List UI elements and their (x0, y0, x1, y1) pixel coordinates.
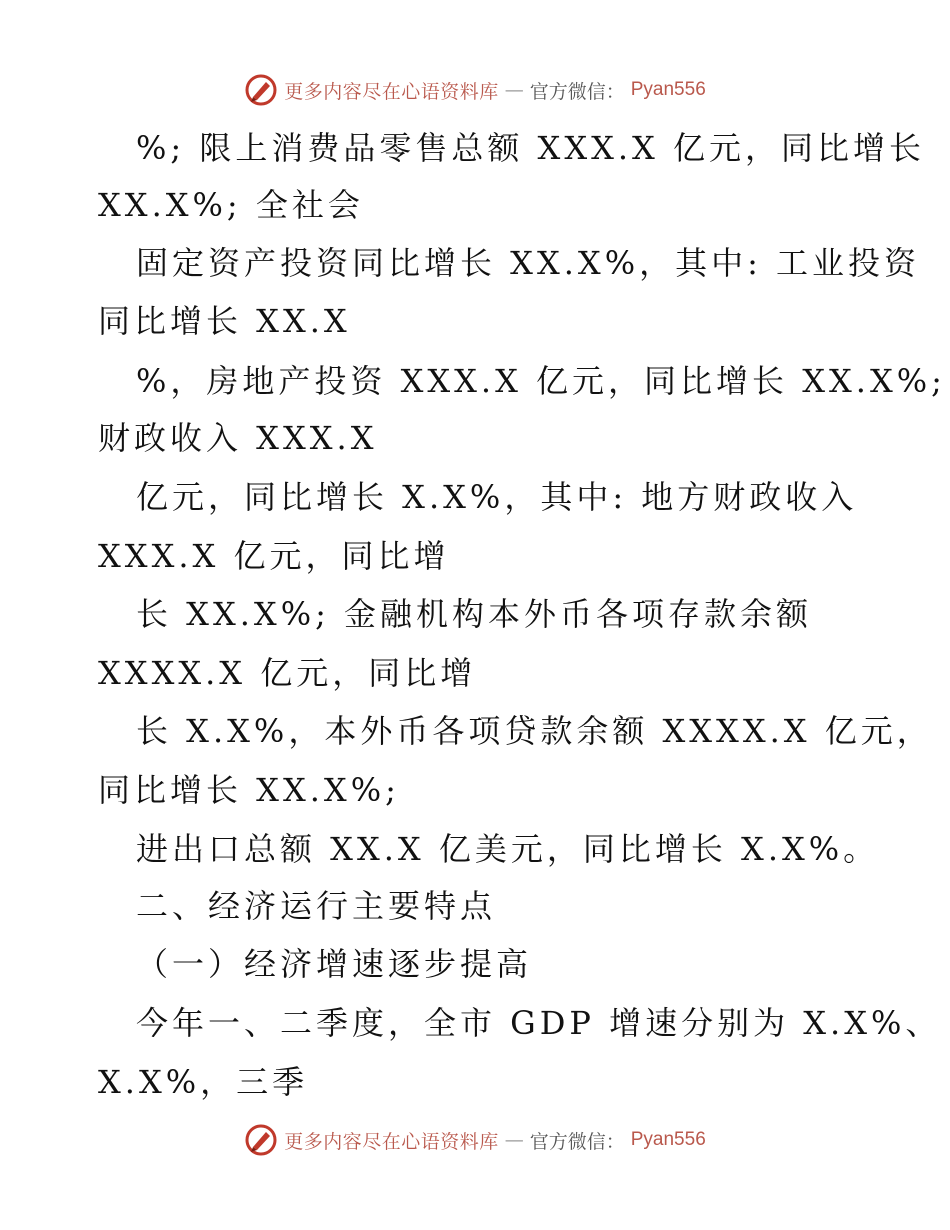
text-line: %; 限上消费品零售总额 XXX.X 亿元，同比增长 (136, 129, 926, 167)
watermark-official-label: 官方微信： (529, 80, 625, 103)
watermark-separator: — (504, 1129, 524, 1151)
pen-logo-icon (244, 1123, 278, 1157)
footer-watermark (0, 1120, 950, 1160)
watermark-account: Pyan556 (630, 1129, 706, 1150)
text-line: 进出口总额 XX.X 亿美元，同比增长 X.X%。 (136, 830, 880, 868)
text-line: X.X%，三季 (98, 1063, 309, 1101)
watermark-official-label: 官方微信： (529, 1130, 625, 1153)
subsection-heading: （一）经济增速逐步提高 (136, 945, 533, 983)
text-line: 亿元，同比增长 X.X%，其中: 地方财政收入 (136, 478, 858, 516)
text-line: 固定资产投资同比增长 XX.X%，其中: 工业投资 (136, 244, 921, 282)
text-line: 同比增长 XX.X (98, 302, 351, 340)
watermark-group (244, 73, 706, 107)
text-line: 财政收入 XXX.X (98, 419, 378, 457)
text-line: XXX.X 亿元，同比增 (98, 537, 450, 575)
watermark-text: 更多内容尽在心语资料库 (284, 1130, 499, 1153)
text-line: 同比增长 XX.X%; (98, 771, 400, 809)
header-watermark (0, 70, 950, 110)
watermark-separator: — (504, 79, 524, 101)
watermark-account: Pyan556 (630, 79, 706, 100)
text-line: 长 XX.X%; 金融机构本外币各项存款余额 (136, 595, 813, 633)
section-heading: 二、经济运行主要特点 (136, 887, 497, 925)
text-line: 今年一、二季度，全市 GDP 增速分别为 X.X%、 (136, 1004, 942, 1042)
pen-logo-icon (244, 73, 278, 107)
text-line: 长 X.X%，本外币各项贷款余额 XXXX.X 亿元， (136, 712, 933, 750)
watermark-text: 更多内容尽在心语资料库 (284, 80, 499, 103)
text-line: XX.X%; 全社会 (98, 186, 364, 224)
text-line: %，房地产投资 XXX.X 亿元，同比增长 XX.X%; (136, 362, 946, 400)
text-line: XXXX.X 亿元，同比增 (98, 654, 477, 692)
watermark-group (244, 1123, 706, 1157)
